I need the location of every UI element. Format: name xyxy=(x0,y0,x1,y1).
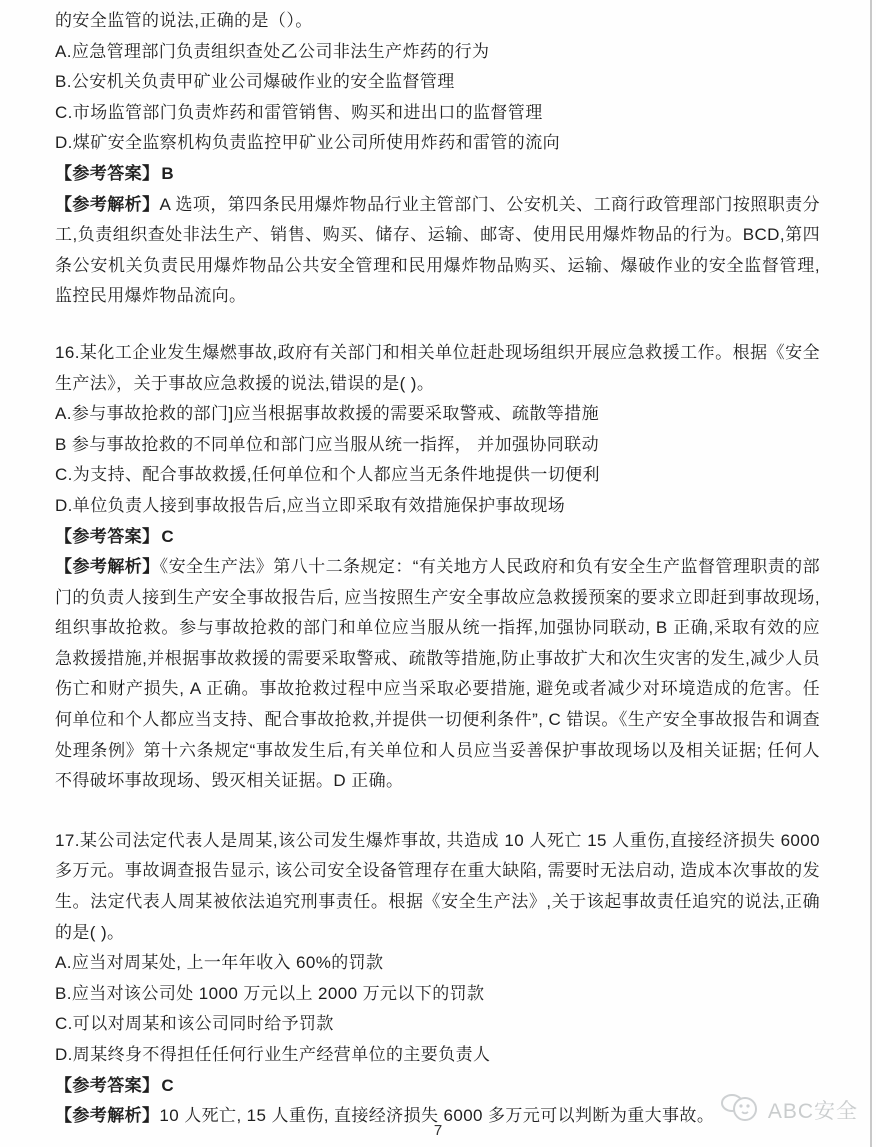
question-17-option-d: D.周某终身不得担任任何行业生产经营单位的主要负责人 xyxy=(55,1045,491,1064)
question-17-block xyxy=(55,826,820,1132)
question-16-option-d: D.单位负责人接到事故报告后,应当立即采取有效措施保护事故现场 xyxy=(55,495,566,515)
question-15-option-d: D.煤矿安全监察机构负责监控甲矿业公司所使用炸药和雷管的流向 xyxy=(55,133,560,153)
question-17-option-c: C.可以对周某和该公司同时给予罚款 xyxy=(55,1014,334,1034)
question-17-stem: 17.某公司法定代表人是周某,该公司发生爆炸事故, 共造成 10 人死亡 15 人重伤,直接经济损失 6000 多万元。事故调查报告显示, 该公司安全设备管理存在重大缺陷, 需要时无法启动, 造成本次事故的发生。法定代表人周某被依法追究刑事责任。根据《安全生产法》,关于该起事故责任追究的说法,正确的是( )。 xyxy=(55,830,820,942)
question-16-block xyxy=(55,338,820,797)
question-17-analysis-text: 10 人死亡, 15 人重伤, 直接经济损失 6000 多万元可以判断为重大事故。 xyxy=(159,1106,715,1126)
question-16-analysis-text: 《安全生产法》第八十二条规定：“有关地方人民政府和负有安全生产监督管理职责的部门的负责人接到生产安全事故报告后, 应当按照生产安全事故应急救援预案的要求立即赶到事故现场, 组织事故抢救。参与事故抢救的部门和单位应当服从统一指挥,加强协同联动, B 正确,采取有效的应急救援措施,并根据事故救援的需要采取警戒、疏散等措施,防止事故扩大和次生灾害的发生,减少人员伤亡和财产损失, A 正确。事故抢救过程中应当采取必要措施, 避免或者减少对环境造成的危害。任何单位和个人都应当支持、配合事故抢救,并提供一切便利条件”, C 错误。《生产安全事故报告和调查处理条例》第十六条规定“事故发生后,有关单位和人员应当妥善保护事故现场以及相关证据; 任何人不得破坏事故现场、毁灭相关证据。D 正确。 xyxy=(55,557,820,791)
question-15-stem-tail: 的安全监管的说法,正确的是（）。 xyxy=(55,11,313,30)
question-16-option-b: B 参与事故抢救的不同单位和部门应当服从统一指挥， 并加强协同联动 xyxy=(55,434,599,454)
question-15-analysis-text: A 选项，第四条民用爆炸物品行业主管部门、公安机关、工商行政管理部门按照职责分工,负责组织查处非法生产、销售、购买、储存、运输、邮寄、使用民用爆炸物品的行为。BCD,第四条公安机关负责民用爆炸物品公共安全管理和民用爆炸物品购买、运输、爆破作业的安全监督管理,监控民用爆炸物品流向。 xyxy=(55,194,820,306)
question-17-option-b: B.应当对该公司处 1000 万元以上 2000 万元以下的罚款 xyxy=(55,983,485,1003)
question-15-option-b: B.公安机关负责甲矿业公司爆破作业的安全监督管理 xyxy=(55,72,455,92)
question-17-option-a: A.应当对周某处, 上一年年收入 60%的罚款 xyxy=(55,953,384,973)
question-16-stem: 16.某化工企业发生爆燃事故,政府有关部门和相关单位赶赴现场组织开展应急救援工作。根据《安全生产法》，关于事故应急救援的说法,错误的是( )。 xyxy=(55,342,820,393)
question-16-answer: C xyxy=(161,526,175,546)
question-17-answer: C xyxy=(161,1075,175,1095)
question-16-analysis xyxy=(55,552,820,797)
answer-label: 【参考答案】 xyxy=(55,1075,160,1095)
answer-label: 【参考答案】 xyxy=(55,526,160,546)
question-15-answer-line xyxy=(55,159,820,190)
question-16-option-c: C.为支持、配合事故救援,任何单位和个人都应当无条件地提供一切便利 xyxy=(55,465,600,485)
question-15-analysis xyxy=(55,190,820,312)
question-16-answer-line xyxy=(55,522,820,553)
question-15-block xyxy=(55,6,820,312)
analysis-label: 【参考解析】 xyxy=(55,194,160,214)
watermark-text: ABC安全 xyxy=(767,1099,858,1123)
question-15-option-c: C.市场监管部门负责炸药和雷管销售、购买和进出口的监督管理 xyxy=(55,102,543,122)
answer-label: 【参考答案】 xyxy=(55,163,160,183)
question-17-answer-line xyxy=(55,1071,820,1102)
question-15-option-a: A.应急管理部门负责组织查处乙公司非法生产炸药的行为 xyxy=(55,41,490,61)
analysis-label: 【参考解析】 xyxy=(55,1106,160,1126)
question-16-option-a: A.参与事故抢救的部门]应当根据事故救援的需要采取警戒、疏散等措施 xyxy=(55,404,599,424)
page-number: 7 xyxy=(433,1122,443,1139)
question-15-answer: B xyxy=(161,163,175,183)
analysis-label: 【参考解析】 xyxy=(55,557,160,577)
page-edge-line xyxy=(870,0,872,1147)
